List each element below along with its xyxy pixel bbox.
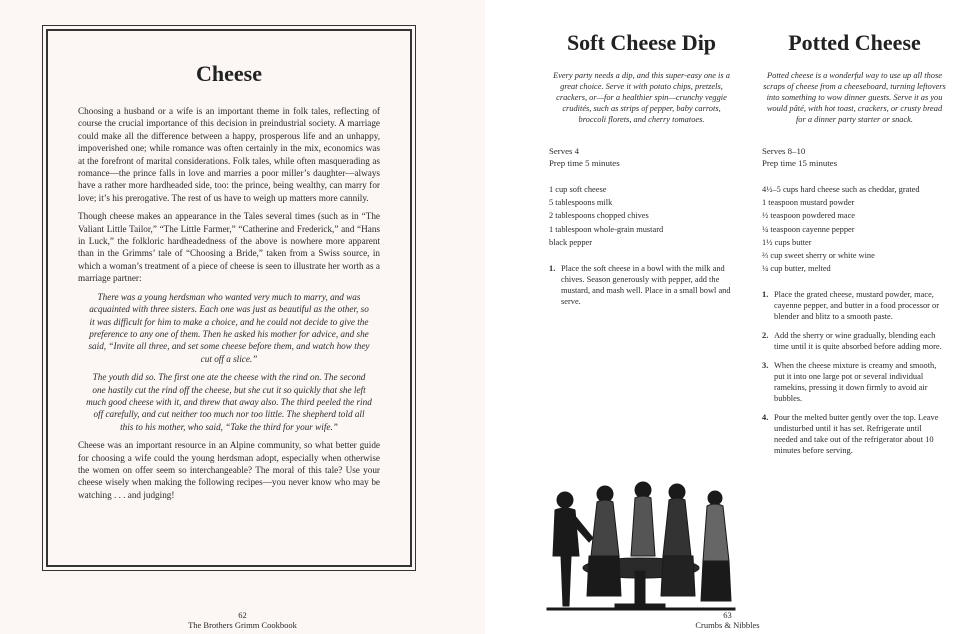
- method-step: [762, 289, 947, 322]
- right-footer: [485, 610, 970, 630]
- essay-paragraph-2: Though cheese makes an appearance in the Tales several times (such as in “The Valiant Little Tailor,” “The Little Farmer,” “Catherine and Frederick,” and “Hans in Luck,” the folkloric hardheadedness of the above is nowhere more apparent than in the Grimms’ tale of “Choosing a Bride,” taken from a Swiss source, in which a woman’s treatment of a piece of cheese is seen to illustrate her worth as a marriage partner:: [78, 211, 380, 284]
- ingredient-item: ⅔ cup sweet sherry or white wine: [762, 251, 875, 261]
- step-number: 4.: [762, 413, 769, 423]
- page-number-left: 62: [238, 610, 247, 620]
- step-number: 1.: [549, 264, 556, 274]
- recipe-soft-cheese-dip: [549, 30, 734, 315]
- step-text: Place the soft cheese in a bowl with the milk and chives. Season generously with pepper, add the mustard, and mash well. Place in a small bowl and serve.: [561, 264, 731, 307]
- essay-paragraph-1: Choosing a husband or a wife is an important theme in folk tales, reflecting of course the crucial importance of this decision in preindustrial society. A marriage could make all the difference between a happy, prosperous life and an unhappy, impoverished one; while romance was often certainly in the mix, economics was at the forefront of marital considerations. Folk tales, while often masquerading as romance—the prince falls in love and marries a poor miller’s daughter—always have a rather more hardheaded side, too: the prince, being wealthy, can marry for love; it’s his prerogative. The rest of us have to weigh up matters more cannily.: [78, 106, 380, 203]
- method-steps: [762, 289, 947, 456]
- recipe-title: Potted Cheese: [788, 30, 921, 55]
- ingredient-item: 5 tablespoons milk: [549, 198, 613, 208]
- ingredient-item: 1 teaspoon mustard powder: [762, 198, 855, 208]
- quote-paragraph-2: The youth did so. The first one ate the cheese with the rind on. The second one hastily cut the rind off the cheese, but she cut it so quickly that she left much good cheese with it, and threw that away also. The third peeled the rind off carefully, and cut neither too much nor too little. The shepherd told all this to his mother, who said, “Take the third for your wife.”: [86, 372, 372, 432]
- step-text: Place the grated cheese, mustard powder, mace, cayenne pepper, and butter in a food processor or blender and blitz to a smooth paste.: [774, 290, 940, 322]
- ingredient-item: ¼ cup butter, melted: [762, 264, 831, 274]
- chapter-title: Cheese: [196, 61, 262, 86]
- ingredient-item: 2 tablespoons chopped chives: [549, 211, 649, 221]
- step-number: 1.: [762, 290, 769, 300]
- ingredient-item: ¼ teaspoon cayenne pepper: [762, 224, 855, 234]
- decorative-frame: [46, 29, 412, 567]
- ingredient-list: [762, 183, 947, 275]
- recipe-intro: Every party needs a dip, and this super-easy one is a great choice. Serve it with potato chips, pretzels, crackers, or—for a healthier spin—crunchy veggie crudités, such as strips of pepper, baby carrots, broccoli florets, and cherry tomatoes.: [553, 71, 730, 124]
- ingredient-item: ½ teaspoon powdered mace: [762, 211, 856, 221]
- right-page: [485, 0, 970, 634]
- recipe-potted-cheese: [762, 30, 947, 464]
- method-step: [762, 360, 947, 404]
- essay-body: [78, 61, 380, 507]
- recipe-title: Soft Cheese Dip: [566, 30, 717, 55]
- prep-time: Prep time 5 minutes: [549, 158, 620, 168]
- step-number: 2.: [762, 331, 769, 341]
- serves-info: Serves 8–10: [762, 146, 806, 156]
- ingredient-item: 1 tablespoon whole-grain mustard: [549, 224, 664, 234]
- page-number-right: 63: [723, 610, 732, 620]
- ingredient-item: 1½ cups butter: [762, 237, 812, 247]
- serves-info: Serves 4: [549, 146, 580, 156]
- chapter-footer: Crumbs & Nibbles: [695, 620, 760, 630]
- ingredient-item: black pepper: [549, 237, 593, 247]
- step-text: Add the sherry or wine gradually, blending each time until it is quite absorbed before adding more.: [774, 331, 942, 352]
- essay-closing-paragraph: Cheese was an important resource in an Alpine community, so what better guide for choosing a wife could the young herdsman adopt, especially when otherwise the women on offer seem so interchangeable? The moral of this tale? Use your cheese wisely when making the following recipes—you never know who may be watching . . . and judging!: [78, 440, 380, 500]
- method-steps: [549, 263, 734, 307]
- prep-time: Prep time 15 minutes: [762, 158, 838, 168]
- step-number: 3.: [762, 361, 769, 371]
- ingredient-list: [549, 183, 734, 249]
- step-text: When the cheese mixture is creamy and smooth, put it into one large pot or several individual ramekins, pressing it down firmly to avoid air bubbles.: [774, 361, 937, 404]
- method-step: [549, 263, 734, 307]
- recipe-intro: Potted cheese is a wonderful way to use up all those scraps of cheese from a cheeseboard, turning leftovers into something to wow dinner guests. Serve it as you would pâté, with hot toast, crackers, or crusty bread for a dinner party starter or snack.: [763, 71, 946, 124]
- ingredient-item: 1 cup soft cheese: [549, 185, 607, 194]
- method-step: [762, 412, 947, 456]
- left-footer: [0, 610, 485, 630]
- book-title-footer: The Brothers Grimm Cookbook: [188, 620, 297, 630]
- method-step: [762, 330, 947, 352]
- engraving-illustration: [545, 456, 737, 612]
- ingredient-item: 4½–5 cups hard cheese such as cheddar, grated: [762, 185, 920, 194]
- step-text: Pour the melted butter gently over the top. Leave undisturbed until it has set. Refrigerate until needed and take out of the refrigerator about 10 minutes before serving.: [774, 413, 939, 456]
- quote-paragraph-1: There was a young herdsman who wanted very much to marry, and was acquainted with three sisters. Each one was just as beautiful as the other, so it was difficult for him to make a choice, and he could not decide to give the preference to any one of them. Then he asked his mother for advice, and she said, “Invite all three, and set some cheese before them, and watch how they cut off a slice.”: [88, 291, 370, 364]
